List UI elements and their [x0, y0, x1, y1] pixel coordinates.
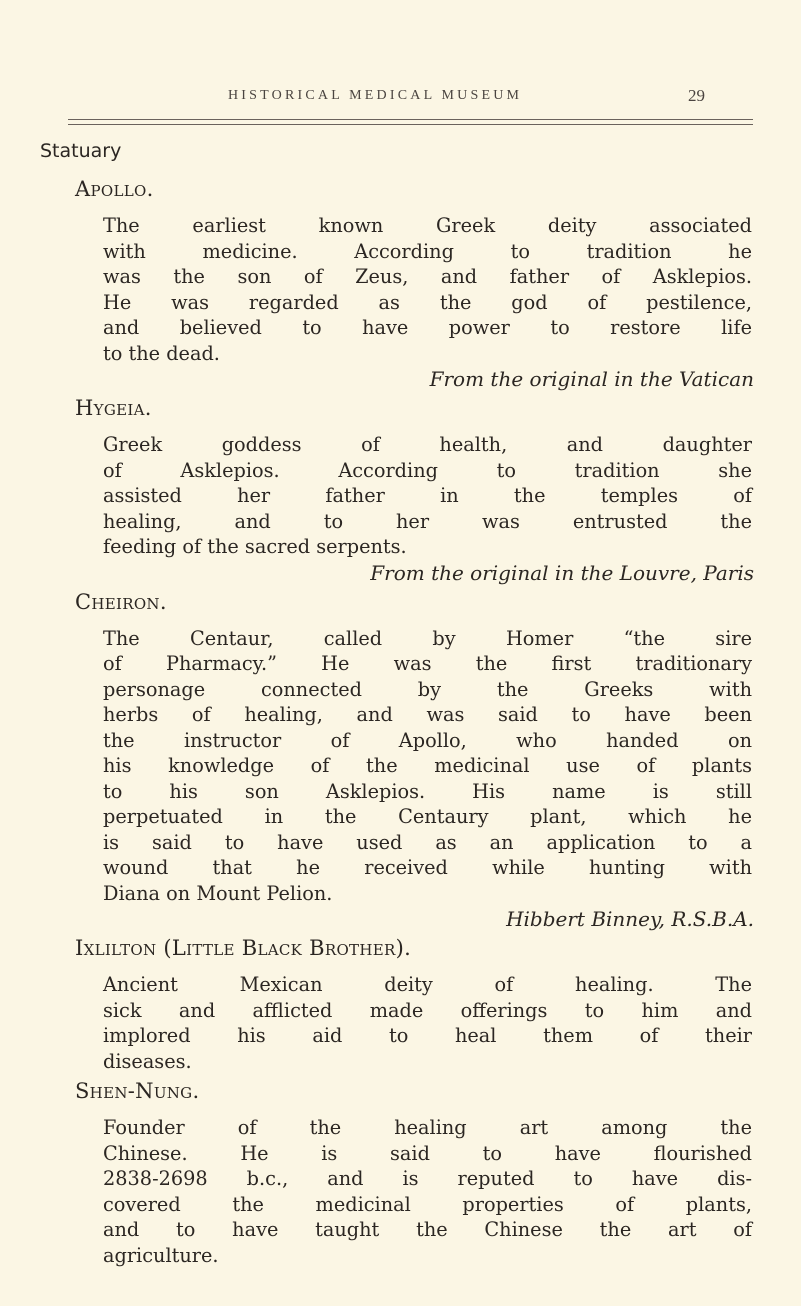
text-line: to his son Asklepios. His name is still [103, 779, 752, 803]
header-rule-bottom [68, 124, 753, 125]
running-title: HISTORICAL MEDICAL MUSEUM [228, 88, 523, 103]
text-line: to the dead. [103, 341, 220, 365]
text-line: the instructor of Apollo, who handed on [103, 728, 752, 752]
entry-heading: Cheiron. [75, 589, 167, 614]
text-line: covered the medicinal properties of plants, [103, 1192, 752, 1216]
text-line: sick and afflicted made offerings to him and [103, 998, 752, 1022]
text-line: and to have taught the Chinese the art of [103, 1218, 752, 1241]
text-line: with medicine. According to tradition he [103, 239, 752, 263]
entry-body [75, 626, 752, 934]
text-line: Founder of the healing art among the [103, 1116, 752, 1139]
text-line: The earliest known Greek deity associated [103, 214, 752, 237]
entries [75, 176, 755, 1270]
page-number: 29 [688, 86, 705, 105]
header-rule-top [68, 119, 753, 120]
entry-heading: Ixlilton (Little Black Brother). [75, 936, 412, 960]
attribution: From the original in the Vatican [429, 367, 754, 391]
text-line: He was regarded as the god of pestilence, [103, 290, 752, 314]
text-line: is said to have used as an application to a [103, 830, 752, 854]
entry-heading: Apollo. [75, 177, 154, 201]
text-line: of Pharmacy.” He was the first traditionary [103, 652, 752, 675]
text-line: of Asklepios. According to tradition she [103, 458, 752, 482]
text-line: assisted her father in the temples of [103, 484, 752, 507]
text-line: implored his aid to heal them of their [103, 1024, 752, 1047]
text-line: diseases. [103, 1049, 192, 1073]
text-line: agriculture. [103, 1243, 219, 1267]
text-line: wound that he received while hunting with [103, 856, 752, 879]
text-line: Ancient Mexican deity of healing. The [103, 973, 752, 996]
text-line: herbs of healing, and was said to have been [103, 703, 752, 726]
text-line: feeding of the sacred serpents. [103, 535, 407, 558]
text-line: Chinese. He is said to have flourished [103, 1141, 752, 1165]
entry-body [75, 213, 752, 393]
text-line: personage connected by the Greeks with [103, 677, 752, 701]
text-line: Greek goddess of health, and daughter [103, 433, 752, 456]
attribution: Hibbert Binney, R.S.B.A. [506, 907, 754, 931]
text-line: and believed to have power to restore life [103, 316, 752, 339]
entry-body [75, 432, 752, 587]
text-line: Diana on Mount Pelion. [103, 881, 333, 905]
text-line: healing, and to her was entrusted the [103, 509, 752, 533]
text-line: 2838-2698 b.c., and is reputed to have dis- [103, 1167, 752, 1190]
entry-heading: Hygeia. [75, 396, 152, 420]
text-line: perpetuated in the Centaury plant, which he [103, 805, 752, 828]
text-line: The Centaur, called by Homer “the sire [103, 626, 752, 650]
text-line: was the son of Zeus, and father of Asklepios. [103, 265, 752, 288]
attribution: From the original in the Louvre, Paris [370, 560, 754, 585]
entry-heading: Shen-Nung. [75, 1079, 200, 1103]
entry-body [75, 972, 752, 1076]
text-line: his knowledge of the medicinal use of plants [103, 754, 752, 777]
entry-body [75, 1115, 752, 1270]
section-title: Statuary [40, 140, 122, 162]
